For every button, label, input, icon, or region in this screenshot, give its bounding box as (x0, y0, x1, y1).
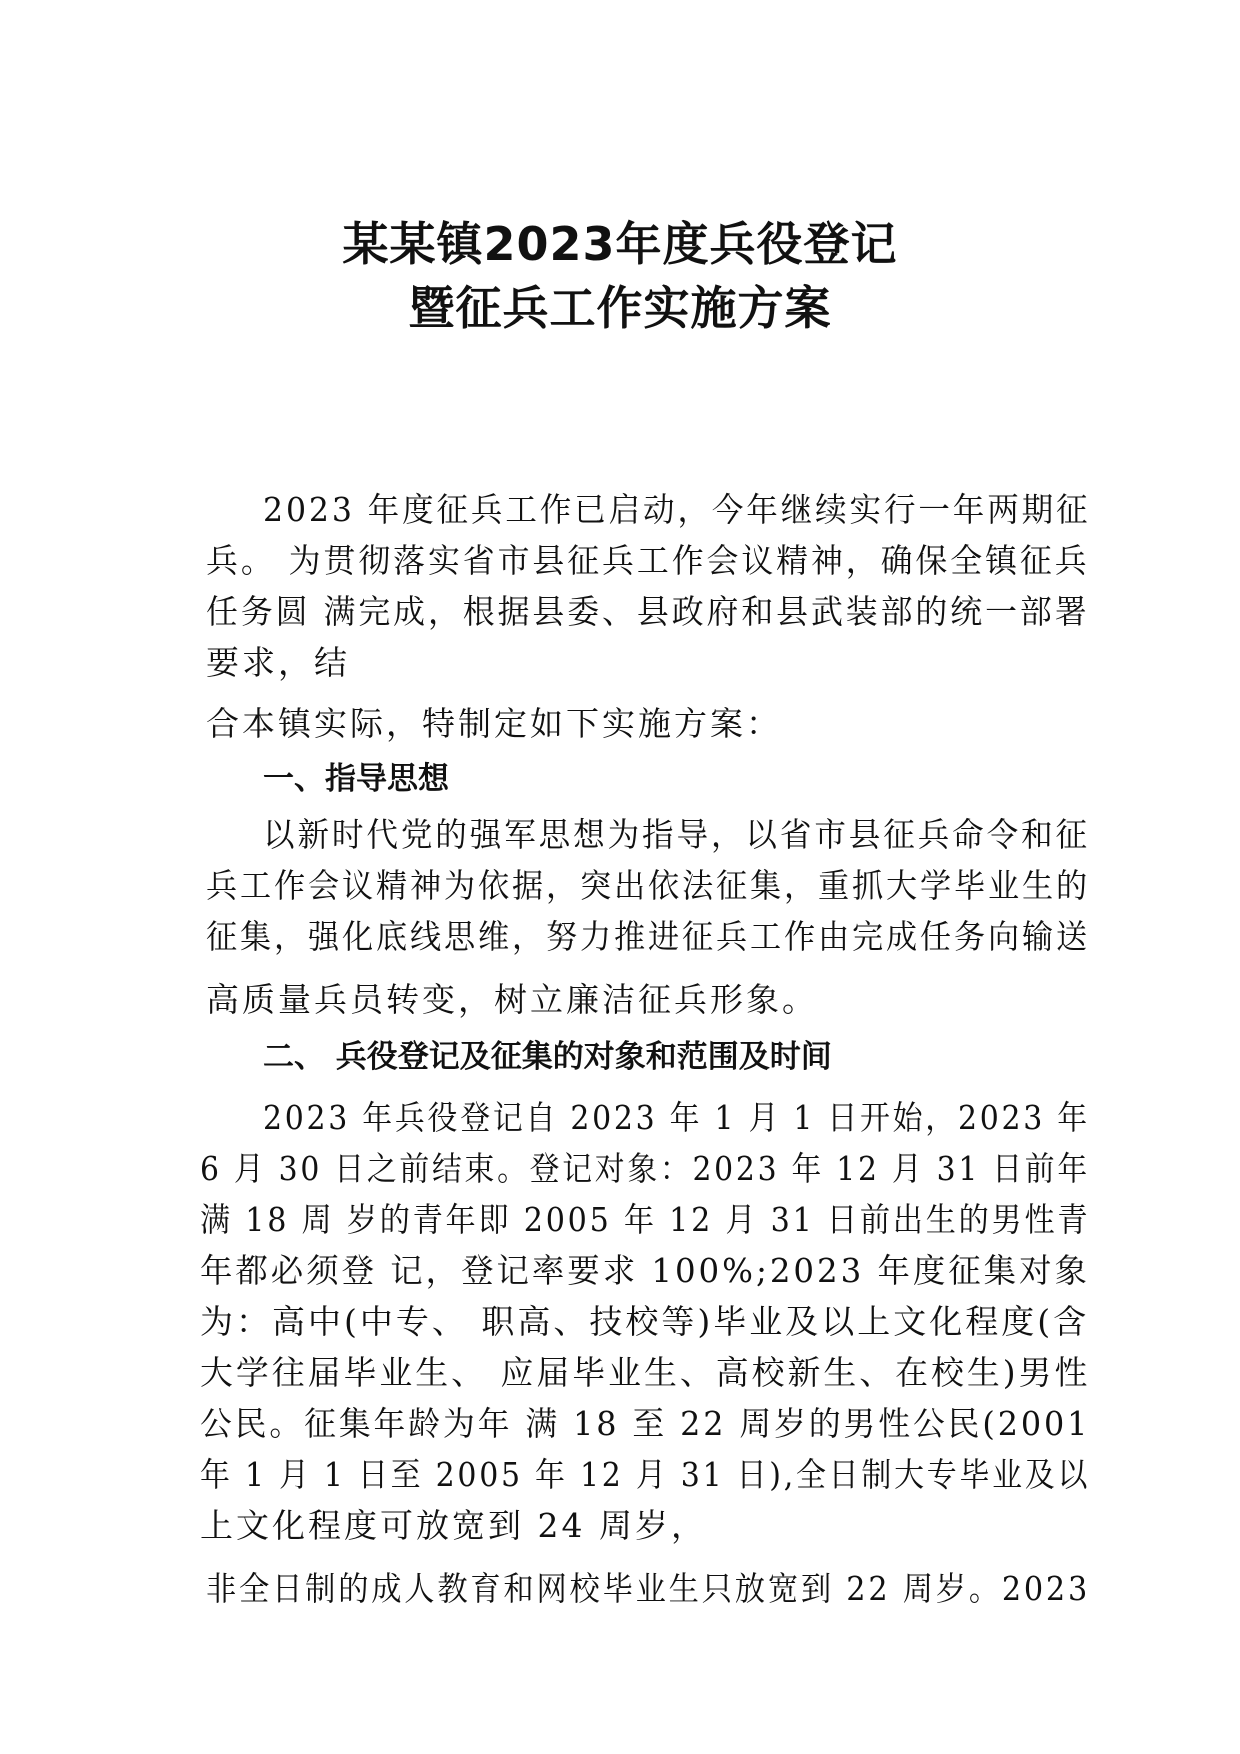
section1-line-4: 高质量兵员转变，树立廉洁征兵形象。 (206, 980, 818, 1019)
section2-line-9: 上文化程度可放宽到 24 周岁， (200, 1506, 707, 1545)
intro-line-2: 兵。 为贯彻落实省市县征兵工作会议精神，确保全镇征兵 (206, 541, 1090, 580)
section2-line-6: 大学往届毕业生、 应届毕业生、高校新生、在校生)男性 (200, 1353, 1091, 1392)
section2-line-7: 公民。征集年龄为年 满 18 至 22 周岁的男性公民(2001 (200, 1404, 1091, 1443)
section2-line-8: 年 1 月 1 日至 2005 年 12 月 31 日),全日制大专毕业及以 (200, 1455, 1091, 1494)
section2-line-10: 非全日制的成人教育和网校毕业生只放宽到 22 周岁。2023 (206, 1569, 1090, 1608)
document-title-line1: 某某镇2023年度兵役登记 (342, 217, 898, 271)
section-heading-registration-scope: 二、 兵役登记及征集的对象和范围及时间 (263, 1039, 832, 1075)
section1-line-3: 征集，强化底线思维，努力推进征兵工作由完成任务向输送 (206, 917, 1090, 956)
document-title-line2: 暨征兵工作实施方案 (408, 281, 832, 335)
intro-line-3: 任务圆 满完成，根据县委、县政府和县武装部的统一部署 (206, 592, 1090, 631)
section2-line-3: 满 18 周 岁的青年即 2005 年 12 月 31 日前出生的男性青 (200, 1200, 1091, 1239)
section-heading-guiding-ideology: 一、指导思想 (263, 761, 449, 797)
section1-line-2: 兵工作会议精神为依据，突出依法征集，重抓大学毕业生的 (206, 866, 1090, 905)
intro-line-4: 要求，结 (206, 643, 350, 682)
section2-line-5: 为：高中(中专、 职高、技校等)毕业及以上文化程度(含 (200, 1302, 1090, 1341)
section2-line-1: 2023 年兵役登记自 2023 年 1 月 1 日开始，2023 年 (263, 1098, 1090, 1137)
intro-line-5: 合本镇实际，特制定如下实施方案： (206, 704, 782, 743)
section2-line-2: 6 月 30 日之前结束。登记对象：2023 年 12 月 31 日前年 (200, 1149, 1090, 1188)
section1-line-1: 以新时代党的强军思想为指导，以省市县征兵命令和征 (263, 815, 1091, 854)
intro-line-1: 2023 年度征兵工作已启动，今年继续实行一年两期征 (263, 490, 1091, 529)
section2-line-4: 年都必须登 记，登记率要求 100%;2023 年度征集对象 (200, 1251, 1090, 1290)
